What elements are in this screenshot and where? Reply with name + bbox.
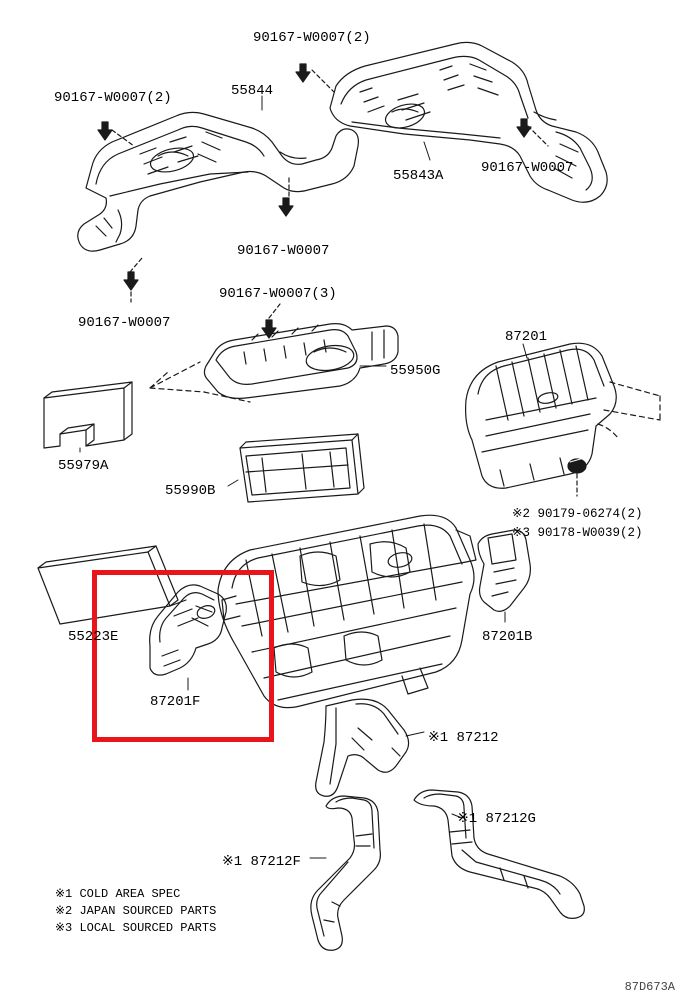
label-90179-06274: ※2 90179-06274(2): [512, 507, 643, 521]
part-87212F: [311, 796, 381, 950]
fastener-mid-center: [279, 176, 293, 216]
grommet-87201: [568, 458, 586, 496]
label-87201F: 87201F: [150, 694, 201, 710]
part-55844: [78, 112, 359, 251]
label-55843A: 55843A: [393, 168, 444, 184]
label-55844: 55844: [231, 83, 274, 99]
sheet-code: 87D673A: [624, 980, 675, 994]
part-87201: [466, 343, 660, 488]
label-87212G: ※1 87212G: [457, 811, 536, 827]
part-87212: [316, 699, 409, 796]
part-87201B: [478, 530, 530, 611]
label-90167-W0007-center: 90167-W0007: [237, 243, 330, 259]
label-90167-W0007-lower-left: 90167-W0007: [78, 315, 171, 331]
label-55950G: 55950G: [390, 363, 441, 379]
footnote-1: ※1 COLD AREA SPEC: [55, 887, 181, 901]
footnotes: [55, 886, 216, 937]
footnote-2: ※2 JAPAN SOURCED PARTS: [55, 904, 217, 918]
fastener-top-center: [296, 64, 334, 92]
label-55223E: 55223E: [68, 629, 119, 645]
footnote-3: ※3 LOCAL SOURCED PARTS: [55, 921, 217, 935]
label-90167-W0007-2-top: 90167-W0007(2): [253, 30, 371, 46]
label-87201B: 87201B: [482, 629, 533, 645]
fastener-right-upper: [517, 119, 548, 146]
label-87201: 87201: [505, 329, 548, 345]
part-55990B: [240, 434, 364, 502]
label-87212F: ※1 87212F: [222, 854, 301, 870]
label-90167-W0007-3: 90167-W0007(3): [219, 286, 337, 302]
label-55990B: 55990B: [165, 483, 216, 499]
label-90167-W0007-2-left: 90167-W0007(2): [54, 90, 172, 106]
label-90167-W0007-right: 90167-W0007: [481, 160, 574, 176]
fastener-left-lower: [124, 258, 142, 302]
highlight-box: [92, 570, 274, 742]
fastener-left-upper: [98, 122, 134, 146]
part-55950G: [150, 324, 398, 402]
part-55843A: [330, 42, 607, 202]
label-90178-W0039: ※3 90178-W0039(2): [512, 526, 643, 540]
label-87212: ※1 87212: [428, 730, 499, 746]
part-55979A: [44, 382, 132, 448]
label-55979A: 55979A: [58, 458, 109, 474]
